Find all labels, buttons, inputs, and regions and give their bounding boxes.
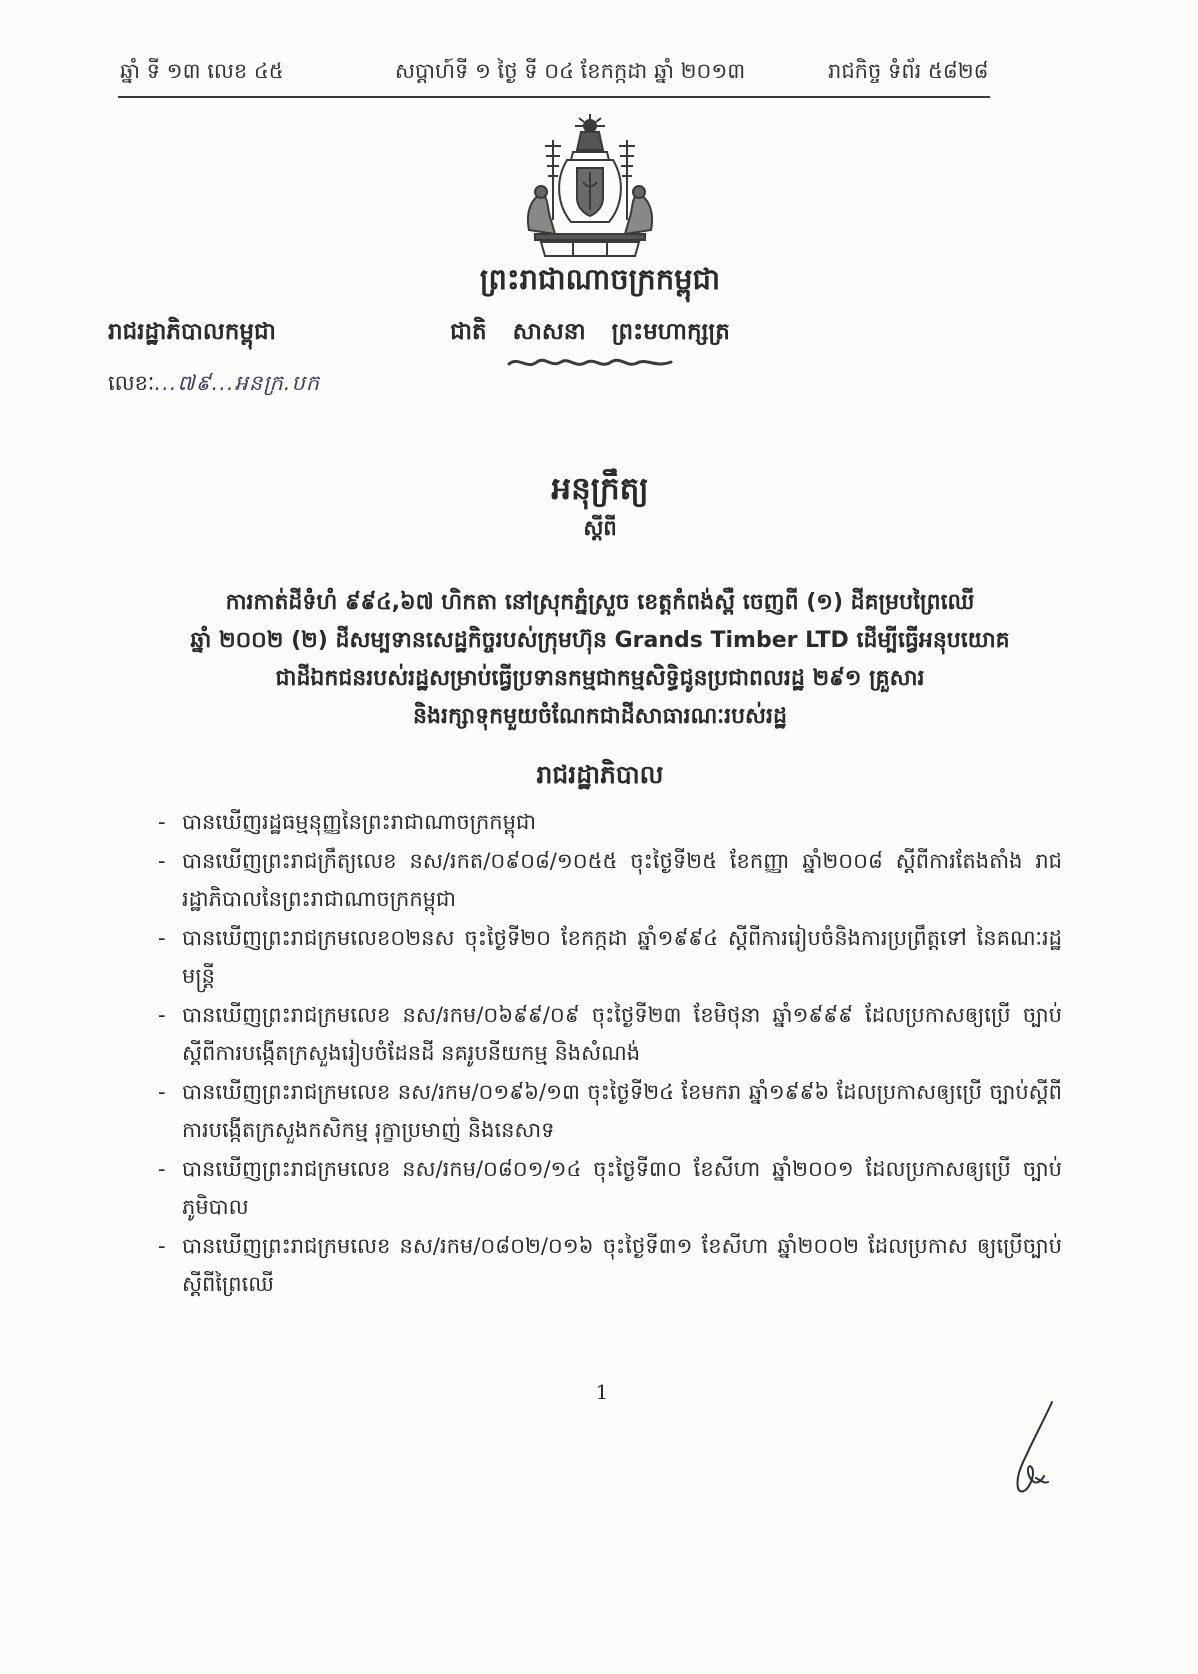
gazette-year-issue: ឆ្នាំ ទី ១៣ លេខ ៤៥ (120, 59, 284, 83)
bullet-marker: - (158, 810, 166, 834)
bullet-marker: - (158, 849, 166, 873)
considerations-list (158, 803, 1062, 1304)
page-number: 1 (595, 1380, 609, 1404)
government-heading: រាជរដ្ឋាភិបាល (536, 760, 664, 789)
subject-line: និងរក្សាទុកមួយចំណែកជាដីសាធារណៈរបស់រដ្ឋ (413, 704, 787, 729)
bullet-marker: - (158, 926, 166, 950)
consideration-item (158, 1227, 1062, 1303)
consideration-item (158, 996, 1062, 1072)
bullet-marker: - (158, 1157, 166, 1181)
consideration-item (158, 803, 1062, 841)
bullet-marker: - (158, 1003, 166, 1027)
consideration-item (158, 842, 1062, 918)
decorative-flourish-icon (505, 354, 675, 372)
reference-handwritten-value: ...៧៩...អនក្រ.បក (154, 371, 321, 395)
consideration-text: បានឃើញព្រះរាជក្រមលេខ នស/រកម/០៨០១/១៤ ចុះថ្ងៃទី៣០ ខែសីហា ឆ្នាំ២០០១ ដែលប្រកាសឲ្យប្រើ ច្បាប់ភូមិបាល (182, 1157, 1062, 1219)
consideration-text: បានឃើញព្រះរាជក្រមលេខ នស/រកម/០៦៩៩/០៩ ចុះថ្ងៃទី២៣ ខែមិថុនា ឆ្នាំ១៩៩៩ ដែលប្រកាសឲ្យប្រើ ច្បាប់ស្តីពីការបង្កើតក្រសួងរៀបចំដែនដី នគរូបនីយកម្ម និងសំណង់ (182, 1003, 1062, 1065)
reference-number (108, 370, 320, 401)
issuing-government: រាជរដ្ឋាភិបាលកម្ពុជា (108, 319, 276, 345)
subject-line: ឆ្នាំ ២០០២ (២) ដីសម្បទានសេដ្ឋកិច្ចរបស់ក្រុមហ៊ុន Grands Timber LTD ដើម្បីធ្វើអនុបយោគ (190, 628, 1010, 653)
header-rule (118, 96, 990, 98)
consideration-text: បានឃើញព្រះរាជក្រមលេខ០២នស ចុះថ្ងៃទី២០ ខែកក្កដា ឆ្នាំ១៩៩៤ ស្តីពីការរៀបចំនិងការប្រព្រឹត្តទៅ នៃគណៈរដ្ឋមន្ត្រី (182, 926, 1062, 988)
consideration-text: បានឃើញរដ្ឋធម្មនុញ្ញនៃព្រះរាជាណាចក្រកម្ពុជា (182, 810, 536, 834)
reference-label: លេខៈ (108, 371, 155, 395)
consideration-item (158, 1073, 1062, 1149)
decree-subject (135, 584, 1065, 736)
bullet-marker: - (158, 1080, 166, 1104)
bullet-marker: - (158, 1234, 166, 1258)
consideration-text: បានឃើញព្រះរាជក្រមលេខ នស/រកម/០១៩៦/១៣ ចុះថ្ងៃទី២៤ ខែមករា ឆ្នាំ១៩៩៦ ដែលប្រកាសឲ្យប្រើ ច្បាប់ស្តីពីការបង្កើតក្រសួងកសិកម្ម រុក្ខាប្រមាញ់ និងនេសាទ (182, 1080, 1062, 1142)
consideration-item (158, 1150, 1062, 1226)
subject-line: ការកាត់ដីទំហំ ៩៩៤,៦៧ ហិកតា នៅស្រុកភ្នំស្រួច ខេត្តកំពង់ស្ពឺ ចេញពី (១) ដីគម្របព្រៃឈើ (225, 590, 975, 615)
consideration-text: បានឃើញព្រះរាជក្រឹត្យលេខ នស/រកត/០៩០៨/១០៥៥ ចុះថ្ងៃទី២៥ ខែកញ្ញា ឆ្នាំ២០០៨ ស្តីពីការតែងតាំង រាជរដ្ឋាភិបាលនៃព្រះរាជាណាចក្រកម្ពុជា (182, 849, 1062, 911)
kingdom-title: ព្រះរាជាណាចក្រកម្ពុជា (479, 262, 721, 296)
consideration-item (158, 919, 1062, 995)
consideration-text: បានឃើញព្រះរាជក្រមលេខ នស/រកម/០៨០២/០១៦ ចុះថ្ងៃទី៣១ ខែសីហា ឆ្នាំ២០០២ ដែលប្រកាស ឲ្យប្រើច្បាប់ស្តីពីព្រៃឈើ (182, 1234, 1062, 1296)
about-label: ស្តីពី (583, 516, 617, 540)
gazette-page: រាជកិច្ច ទំព័រ ៥៨២៨ (828, 59, 989, 83)
subject-line: ជាដីឯកជនរបស់រដ្ឋសម្រាប់ធ្វើប្រទានកម្មជាកម្មសិទ្ធិជូនប្រជាពលរដ្ឋ ២៩១ គ្រួសារ (275, 666, 925, 691)
national-motto: ជាតិ សាសនា ព្រះមហាក្សត្រ (450, 319, 730, 345)
handwritten-initial-signature (990, 1398, 1060, 1498)
royal-coat-of-arms-icon (515, 110, 665, 260)
gazette-date: សប្តាហ៍ទី ១ ថ្ងៃ ទី ០៤ ខែកក្កដា ឆ្នាំ ២០១៣ (395, 59, 746, 83)
document-type-title: អនុក្រឹត្យ (551, 471, 649, 507)
